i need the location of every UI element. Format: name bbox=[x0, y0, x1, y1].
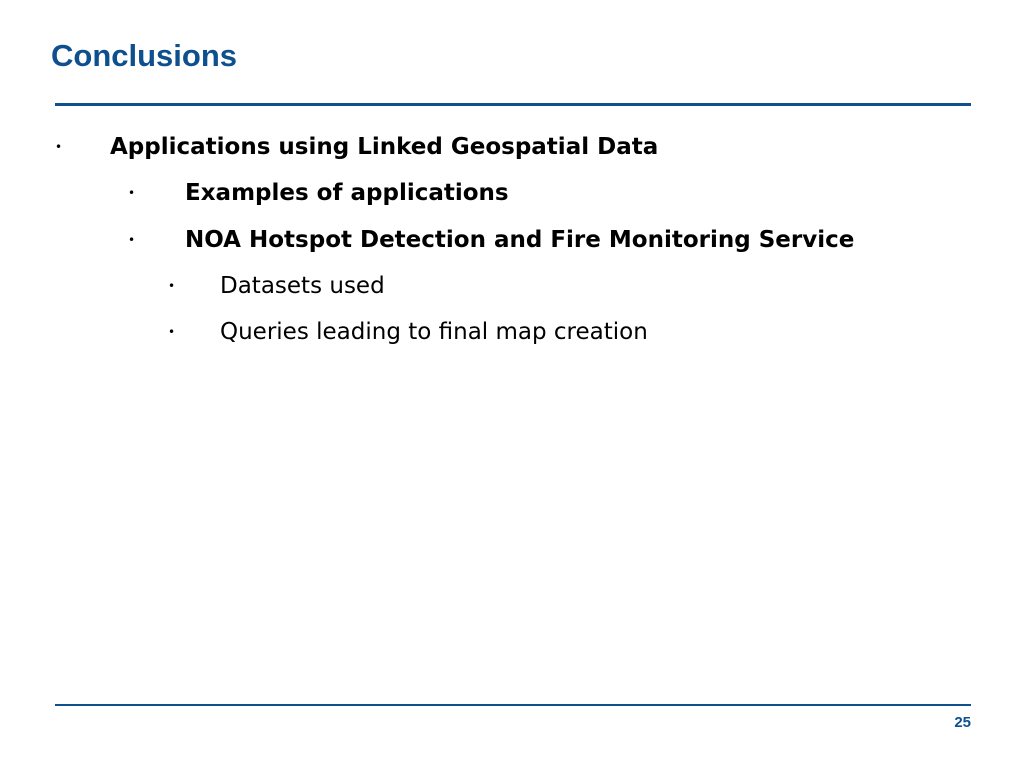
bullet-text: Applications using Linked Geospatial Data bbox=[110, 134, 659, 160]
bullet-dot-icon: • bbox=[168, 279, 176, 293]
page-number: 25 bbox=[954, 714, 971, 731]
bullet-text: Queries leading to final map creation bbox=[220, 319, 648, 345]
bullet-dot-icon: • bbox=[168, 325, 176, 339]
bullet-text: NOA Hotspot Detection and Fire Monitoring Service bbox=[185, 227, 855, 253]
bullet-text: Examples of applications bbox=[185, 180, 509, 206]
bullet-dot-icon: • bbox=[128, 233, 136, 247]
bullet-text: Datasets used bbox=[220, 273, 385, 299]
title-divider bbox=[55, 103, 971, 106]
bullet-dot-icon: • bbox=[55, 140, 63, 154]
footer-divider bbox=[55, 704, 971, 706]
bullet-dot-icon: • bbox=[128, 186, 136, 200]
slide-title: Conclusions bbox=[51, 38, 238, 73]
